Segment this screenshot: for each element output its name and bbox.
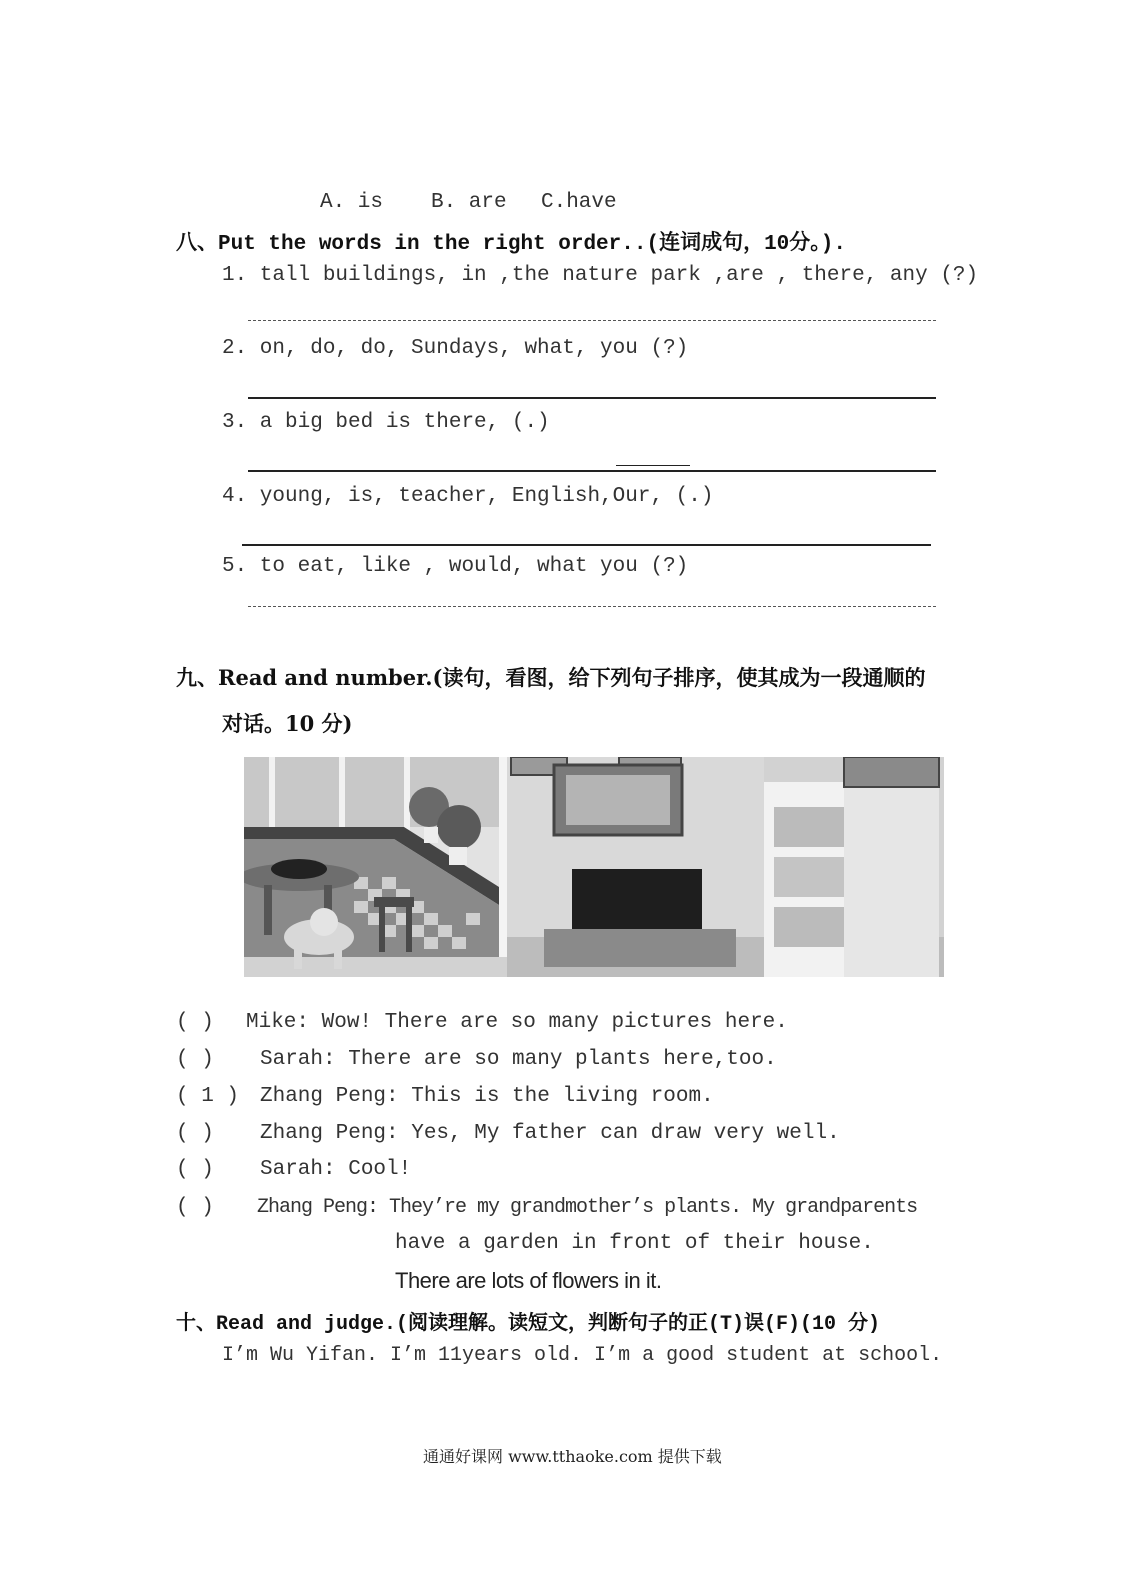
option-b: B. are xyxy=(431,191,507,214)
s8-answer-line-3[interactable] xyxy=(248,470,936,472)
s8-item-4: 4. young, is, teacher, English,Our, (.) xyxy=(222,485,714,508)
option-a: A. is xyxy=(320,191,384,214)
section9-heading: 九、Read and number.(读句，看图，给下列句子排序，使其成为一段通顺的 xyxy=(176,665,926,690)
s8-item-2: 2. on, do, do, Sundays, what, you (?) xyxy=(222,337,689,360)
dialogue-text-1: Mike: Wow! There are so many pictures here. xyxy=(246,1011,788,1034)
dialogue-text-3: Zhang Peng: This is the living room. xyxy=(260,1085,714,1108)
dialogue-continuation-2: There are lots of flowers in it. xyxy=(395,1268,662,1293)
dialogue-text-4: Zhang Peng: Yes, My father can draw very well. xyxy=(260,1122,840,1145)
dialogue-continuation-1: have a garden in front of their house. xyxy=(395,1232,874,1255)
dialogue-paren-2[interactable]: ( ) xyxy=(176,1048,214,1071)
section9-heading-cont: 对话。10 分) xyxy=(222,711,353,736)
s8-answer-line-4[interactable] xyxy=(242,544,931,546)
dialogue-paren-6[interactable]: ( ) xyxy=(176,1196,214,1219)
section10-heading: 十、Read and judge.(阅读理解。读短文，判断句子的正(T)误(F)(10 分) xyxy=(176,1313,881,1336)
dialogue-text-2: Sarah: There are so many plants here,too. xyxy=(260,1048,777,1071)
section10-passage: I’m Wu Yifan. I’m 11years old. I’m a good student at school. xyxy=(222,1344,943,1367)
dialogue-paren-3[interactable]: ( 1 ) xyxy=(176,1085,240,1108)
option-c: C.have xyxy=(541,191,617,214)
footer-source: 通通好课网 www.tthaoke.com 提供下载 xyxy=(423,1447,722,1466)
s8-item-3: 3. a big bed is there, (.) xyxy=(222,411,550,434)
s8-item-5: 5. to eat, like , would, what you (?) xyxy=(222,555,689,578)
s8-item-1: 1. tall buildings, in ,the nature park ,are , there, any (?) xyxy=(222,264,979,287)
s8-answer-line-2[interactable] xyxy=(248,397,936,399)
dialogue-paren-5[interactable]: ( ) xyxy=(176,1158,214,1181)
s8-answer-line-3-extra xyxy=(616,465,690,466)
dialogue-text-6: Zhang Peng: They’re my grandmother’s plants. My grandparents xyxy=(257,1196,918,1219)
living-room-illustration xyxy=(244,757,944,977)
dialogue-text-5: Sarah: Cool! xyxy=(260,1158,412,1181)
s8-answer-line-1[interactable] xyxy=(248,320,936,321)
s8-answer-line-5[interactable] xyxy=(248,606,936,607)
section8-heading: 八、Put the words in the right order..(连词成句，10分。). xyxy=(176,233,846,256)
dialogue-paren-4[interactable]: ( ) xyxy=(176,1122,214,1145)
dialogue-paren-1[interactable]: ( ) xyxy=(176,1011,214,1034)
